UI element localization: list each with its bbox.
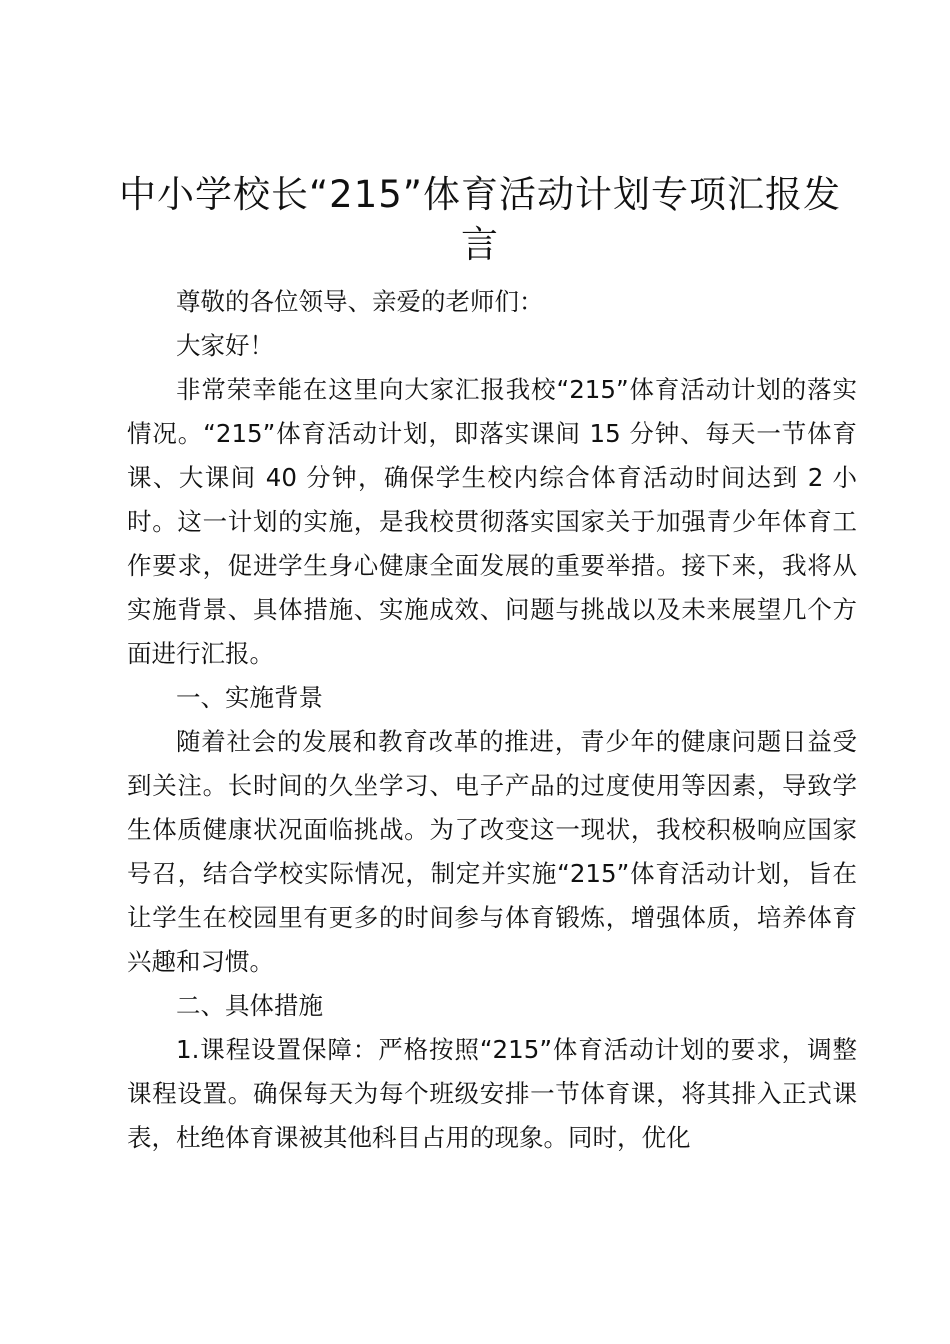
measures-paragraph: 1.课程设置保障：严格按照“215”体育活动计划的要求，调整课程设置。确保每天为每个班级安排一节体育课，将其排入正式课表，杜绝体育课被其他科目占用的现象。同时，优化 bbox=[127, 1035, 857, 1152]
background-paragraph: 随着社会的发展和教育改革的推进，青少年的健康问题日益受到关注。长时间的久坐学习、电子产品的过度使用等因素，导致学生体质健康状况面临挑战。为了改变这一现状，我校积极响应国家号召，结合学校实际情况，制定并实施“215”体育活动计划，旨在让学生在校园里有更多的时间参与体育锻炼，增强体质，培养体育兴趣和习惯。 bbox=[127, 727, 857, 976]
section-heading-background: 一、实施背景 bbox=[176, 683, 323, 712]
intro-paragraph: 非常荣幸能在这里向大家汇报我校“215”体育活动计划的落实情况。“215”体育活动计划，即落实课间 15 分钟、每天一节体育课、大课间 40 分钟，确保学生校内综合体育活动时间达到 2 小时。这一计划的实施，是我校贯彻落实国家关于加强青少年体育工作要求，促进学生身心健康全面发展的重要举措。接下来，我将从实施背景、具体措施、实施成效、问题与挑战以及未来展望几个方面进行汇报。 bbox=[127, 375, 857, 668]
document-body bbox=[127, 280, 857, 1160]
section-heading-measures: 二、具体措施 bbox=[176, 991, 323, 1020]
salutation-paragraph: 尊敬的各位领导、亲爱的老师们： bbox=[176, 287, 544, 316]
document-title: 中小学校长“215”体育活动计划专项汇报发言 bbox=[119, 173, 841, 266]
greeting-paragraph: 大家好！ bbox=[176, 331, 274, 360]
